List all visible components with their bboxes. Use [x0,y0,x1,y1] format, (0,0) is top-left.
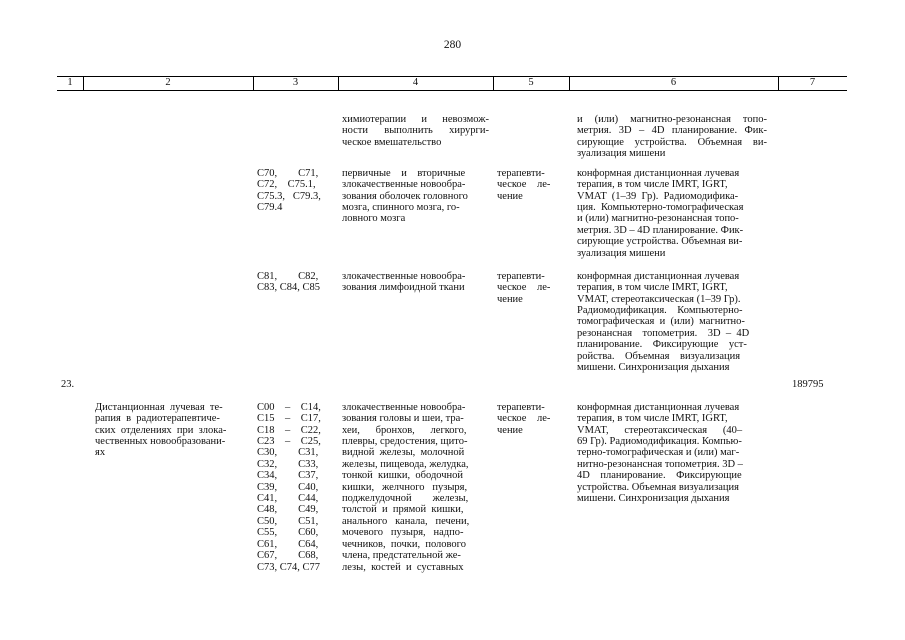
header-col-6: 6 [670,77,677,88]
method-group-b: конформная дистанционная лучевая терапия, в том числе IMRT, IGRT, VMAT, стереотаксическая (1–39 Гр). Радиомодификация. Компьютерно- томографическая и (или) магнитно- резонансная топометрия. 3D – 4D планирование. Фиксирующие уст- ройства. Объемная визуализация мишени. Синхронизация дыхания [577,270,750,374]
row-number: 23. [61,379,75,390]
row-23-treatment: терапевти- ческое ле- чение [497,401,551,436]
header-col-2: 2 [165,77,171,88]
codes-group-b: С81, С82, С83, С84, С85 [257,270,321,294]
diagnosis-group-b: злокачественные новообра- зования лимфоидной ткани [342,270,466,294]
treatment-group-b: терапевти- ческое ле- чение [497,270,551,305]
header-col-3: 3 [292,77,299,88]
header-col-4: 4 [412,77,419,88]
header-col-5: 5 [528,77,534,88]
row-23-diagnosis: злокачественные новообра- зования головы и шеи, тра- хеи, бронхов, легкого, плевры, средостения, щито- видной железы, молочной железы, пищевода, желудка, тонкой кишки, ободочной кишки, желчного пузыря, поджелудочной железы, толстой и прямой кишки, анального канала, печени, мочевого пузыря, надпо- чечников, почки, полового члена, предстательной же- лезы, костей и суставных [342,401,470,573]
continuation-diagnosis: химиотерапии и невозмож- ности выполнить хирурги- ческое вмешательство [342,113,489,148]
method-group-a: конформная дистанционная лучевая терапия, в том числе IMRT, IGRT, VMAT (1–39 Гр). Радиомодифика- ция. Компьютерно-томографическая и (или) магнитно-резонансная топо- метрия. 3D – 4D планирование. Фик- сирующие устройства. Объемная ви- зуализация мишени [577,167,744,259]
header-col-1: 1 [67,77,73,88]
row-23-codes: С00 – С14, С15 – С17, С18 – С22, С23 – С25, С30, С31, С32, С33, С34, С37, С39, С40, С41, С44, С48, С49, С50, С51, С55, С60, С61, С64, С67, С68, С73, С74, С77 [257,401,321,573]
row-23-name: Дистанционная лучевая те- рапия в радиотерапевтиче- ских отделениях при злока- чественных новообразовани- ях [95,401,227,459]
diagnosis-group-a: первичные и вторичные злокачественные новообра- зования оболочек головного мозга, спинного мозга, го- ловного мозга [342,167,468,225]
codes-group-a: С70, С71, С72, С75.1, С75.3, С79.3, С79.4 [257,167,321,214]
continuation-method: и (или) магнитно-резонансная топо- метрия. 3D – 4D планирование. Фик- сирующие устройства. Объемная ви- зуализация мишени [577,113,767,160]
header-col-7: 7 [809,77,816,88]
medical-table [57,76,847,576]
treatment-group-a: терапевти- ческое ле- чение [497,167,551,202]
page-number: 280 [443,39,462,51]
row-23-method: конформная дистанционная лучевая терапия, в том числе IMRT, IGRT, VMAT, стереотаксическая (40– 69 Гр). Радиомодификация. Компью- терно-томографическая и (или) маг- нитно-резонансная топометрия. 3D – 4D планирование. Фиксирующие устройства. Объемная визуализация мишени. Синхронизация дыхания [577,401,743,505]
row-23-cost: 189795 [792,379,824,390]
